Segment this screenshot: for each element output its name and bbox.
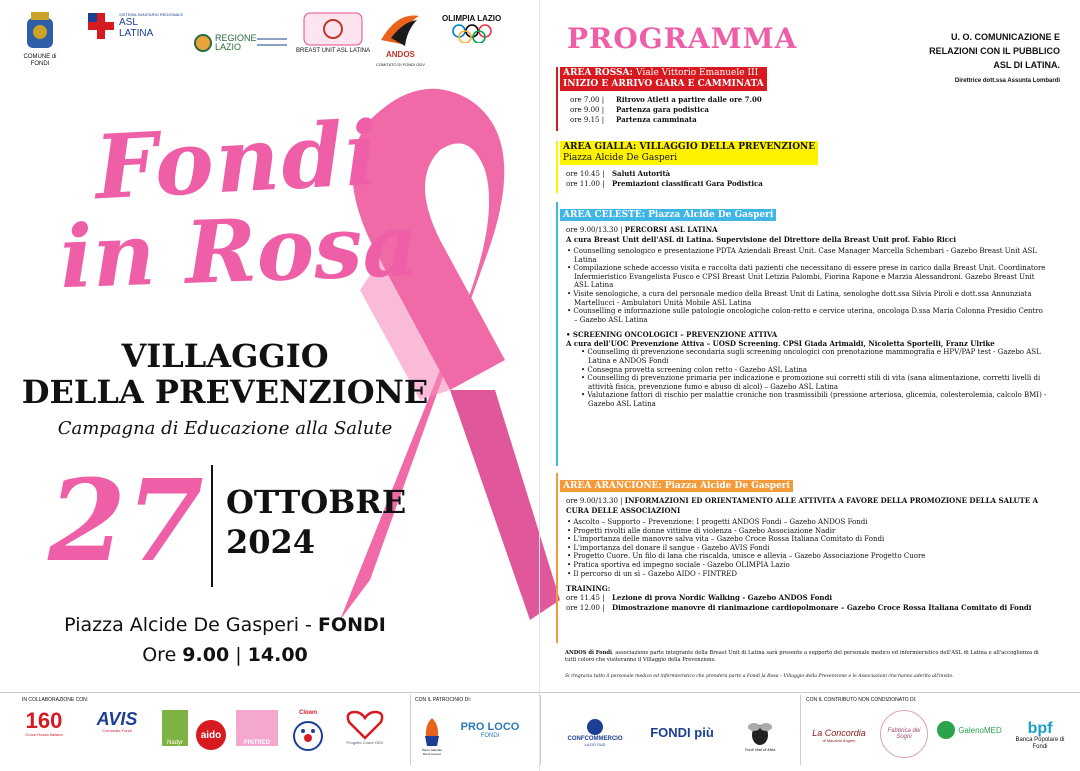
place-city: FONDI: [317, 614, 386, 636]
regione-lines-icon: [257, 35, 287, 51]
screening-head-line: • SCREENING ONCOLOGICI – PREVENZIONE ATTIVA: [566, 330, 778, 340]
concordia-logo: [804, 710, 874, 760]
parco-name: Parco Naturale Monti Aurunci: [421, 748, 442, 756]
date-month-year: [226, 482, 406, 562]
bird-icon: [377, 10, 423, 50]
celeste-list: [566, 247, 1048, 324]
footer-divider-2: [540, 695, 541, 765]
proloco-name: PRO LOCO: [460, 721, 520, 733]
schedule-time: ore 10.45 |: [566, 170, 605, 178]
campagna-subtitle: Campagna di Educazione alla Salute: [57, 418, 393, 439]
list-item: • Pratica sportiva ed impegno sociale - Gazebo OLIMPIA Lazio: [567, 560, 790, 569]
screening-cura: A cura dell'UOC Prevenzione Attiva – UOSD Screening. CPSI Giada Arimaldi, Nicoletta Sportelli, Franz Ulrike: [566, 339, 995, 349]
celeste-time: ore 9.00/13.30 |: [566, 226, 623, 234]
avis-name: AVIS: [96, 709, 138, 729]
list-item: • Counselling di prevenzione secondaria sugli screening oncologici con prenotazione mammografia e HPV/PAP test - Gazebo ASL Latina e ANDOS Fondi: [581, 348, 1041, 365]
hour-start: 9.00: [182, 644, 230, 666]
comune-logo: [20, 12, 60, 68]
date-divider: [211, 465, 213, 587]
asl-name: ASL LATINA: [119, 17, 154, 39]
fold-line: [539, 0, 540, 771]
area-rossa: [560, 67, 1048, 125]
schedule-time: ore 9.00 |: [570, 106, 605, 114]
bpf-sub: Banca Popolare di Fondi: [1015, 737, 1065, 750]
schedule-time: ore 9.15 |: [570, 116, 605, 124]
asl-small: SISTEMA SANITARIO REGIONALE: [119, 12, 184, 17]
list-item: • Compilazione schede accesso visita e raccolta dati pazienti che necessitano di essere prese in carico dalla Breast Unit. Coordinatore Infermieristico Evangelista Fusco e CPSI Breast Unit Letizia Palombi, Fiorina Rapone e Marzia Alessandroni. Gazebo Breast Unit ASL Latina: [567, 264, 1046, 290]
regione-logo: [194, 34, 287, 52]
training-head: TRAINING:: [566, 584, 611, 594]
list-item: • L'importanza delle manovre salva vita – Gazebo Croce Rossa Italiana Comitato di Fondi: [567, 535, 885, 544]
nadyr-logo: Nadyr: [162, 710, 188, 746]
arancione-list: [566, 518, 1048, 578]
arancione-head: INFORMAZIONI ED ORIENTAMENTO ALLE ATTIVITA A FAVORE DELLA PROMOZIONE DELLA SALUTE A CURA DELLE ASSOCIAZIONI: [566, 496, 1039, 515]
schedule-row: [570, 105, 1048, 115]
cri-logo: [18, 710, 70, 737]
ringrazia-note: Si ringrazia tutto il personale medico ed infermieristico che prenderà parte a Fondi la Rosa – Villaggio della Prevenzione e le Associazioni che hanno aderito all'invito.: [565, 674, 954, 679]
schedule-time: ore 12.00 |: [566, 604, 605, 613]
breast-unit-logo: [296, 12, 370, 55]
list-item: • Valutazione fattori di rischio per malattie croniche non trasmissibili (pressione arteriosa, glicemia, colesterolemia, calcolo BMI) - Gazebo ASL Latina: [581, 391, 1047, 408]
list-item: • L'importanza del donare il sangue - Gazebo AVIS Fondi: [567, 543, 770, 552]
schedule-desc: Dimostrazione manovre di rianimazione cardiopolmonare – Gazebo Croce Rossa Italiana Comitato di Fondi: [612, 603, 1032, 613]
proloco-sub: FONDI: [480, 733, 500, 739]
bpf-name: bpf: [1027, 720, 1053, 737]
concordia-name: La Concordia: [812, 727, 866, 738]
andos-note-text: , associazione parte integrante della Breast Unit di Latina sarà presente a supporto del personale medico ed infermieristico dell'ASL di Latina e all'accoglienza di tutti coloro che visiteranno il Villaggio della Prevenzione.: [565, 650, 1039, 663]
apicoltura-name: Fonti Viali di Mea: [744, 746, 776, 752]
gialla-header: [560, 141, 818, 165]
list-item: • Visite senologiche, a cura del personale medico della Breast Unit di Latina, senologhe dott.ssa Silvia Piroli e dott.ssa Annunziata Martellucci - Ambulatori Unità Mobile ASL Latina: [567, 289, 1032, 307]
schedule-time: ore 11.45 |: [566, 594, 605, 603]
regione-emblem-icon: [194, 34, 212, 52]
hours-prefix: Ore: [142, 644, 183, 666]
schedule-desc: Ritrovo Atleti a partire dalle ore 7.00: [616, 95, 762, 104]
arancione-time: ore 9.00/13.30 |: [566, 497, 623, 505]
list-item: • Counselling senologico e presentazione PDTA Aziendali Breast Unit. Case Manager Marcella Schembari - Gazebo Breast Unit ASL Latina: [567, 247, 1037, 264]
celeste-title: AREA CELESTE: Piazza Alcide De Gasperi: [560, 209, 776, 221]
arancione-bar: [556, 473, 558, 643]
list-item: • Consegna provetta screening colon retto - Gazebo ASL Latina: [581, 365, 808, 374]
cuore-logo: [342, 710, 388, 745]
gialla-bar: [556, 141, 558, 193]
hours-sep: |: [229, 644, 248, 666]
confcommercio-emblem-icon: [586, 718, 604, 736]
breast-unit-label: BREAST UNIT ASL LATINA: [296, 48, 371, 54]
direttrice: Direttrice dott.ssa Assunta Lombardi: [954, 78, 1060, 84]
galeno-logo: [934, 710, 1004, 750]
proloco-logo: [455, 710, 525, 750]
rossa-title: AREA ROSSA:: [563, 68, 633, 78]
regione-name: REGIONE LAZIO: [215, 33, 257, 52]
uo-line2: RELAZIONI CON IL PUBBLICO: [929, 46, 1060, 56]
arancione-title: AREA ARANCIONE: Piazza Alcide De Gasperi: [560, 480, 793, 492]
asl-logo: [88, 12, 183, 39]
heart-icon: [345, 710, 385, 740]
schedule-row: [570, 115, 1048, 125]
list-item: • Progetti rivolti alle donne vittime di violenza - Gazebo Associazione Nadir: [567, 526, 836, 535]
footer-divider-1: [410, 695, 411, 765]
schedule-row: [570, 95, 1048, 105]
title-in-rosa: in Rosa: [58, 194, 420, 309]
footer-rule: [0, 692, 1080, 693]
galeno-name: GalenoMED: [958, 725, 1002, 735]
rossa-place: Viale Vittorio Emanuele III: [636, 68, 759, 78]
andos-sub: COMITATO DI FONDI ODV: [376, 62, 425, 67]
coat-of-arms-icon: [21, 12, 59, 52]
avis-logo: [80, 710, 154, 733]
avis-sub: Comunale Fondi: [102, 728, 132, 733]
hours: [0, 644, 450, 666]
schedule-desc: Premiazioni classificati Gara Podistica: [612, 179, 763, 188]
gialla-place: Piazza Alcide De Gasperi: [563, 153, 678, 163]
aido-logo: aido: [196, 720, 226, 750]
uo-line1: U. O. COMUNICAZIONE E: [950, 32, 1060, 42]
olympic-rings-icon: [450, 23, 494, 43]
date-year: 2024: [226, 523, 316, 561]
celeste-head: PERCORSI ASL LATINA: [624, 225, 718, 234]
cri-sub: Croce Rossa Italiana: [25, 732, 63, 737]
list-item: • Counselling e informazione sulle patologie oncologiche colon-retto e cervice uterina, oncologa D.ssa Maria Colonna Presidio Centro – Gazebo ASL Latina: [567, 307, 1043, 324]
patrocinio-label: CON IL PATROCINIO DI:: [415, 697, 472, 703]
villaggio-line1: VILLAGGIO: [121, 337, 329, 375]
schedule-desc: Lezione di prova Nordic Walking - Gazebo ANDOS Fondi: [612, 593, 833, 603]
schedule-row: [566, 169, 1048, 179]
confcommercio-name: CONFCOMMERCIO: [567, 735, 623, 742]
schedule-time: ore 7.00 |: [570, 96, 605, 104]
fabbrica-logo: Fabbrica dei Sogni: [880, 710, 928, 758]
rossa-list: [570, 95, 1048, 125]
schedule-row: [566, 593, 1048, 603]
gialla-list: [566, 169, 1048, 189]
contributo-label: CON IL CONTRIBUTO NON CONDIZIONATO DI:: [806, 697, 917, 703]
celeste-cura: A cura Breast Unit dell'ASL di Latina. Supervisione del Direttore della Breast Unit prof. Fabio Ricci: [566, 235, 956, 244]
gialla-title: AREA GIALLA: VILLAGGIO DELLA PREVENZIONE: [563, 142, 816, 152]
celeste-time-line: [566, 225, 1048, 235]
cross-icon: [88, 13, 114, 39]
villaggio-line2: DELLA PREVENZIONE: [21, 373, 429, 411]
clown-face-icon: [293, 716, 323, 754]
confcommercio-sub: LAZIO SUD: [584, 741, 606, 747]
area-celeste: [560, 202, 1048, 409]
date-month: OTTOBRE: [226, 483, 407, 521]
place-prefix: Piazza Alcide De Gasperi -: [64, 614, 318, 636]
olimpia-name: OLIMPIA LAZIO: [442, 14, 502, 23]
concordia-sub: di Maurizio Angelo: [822, 737, 856, 743]
list-item: • Counselling di prevenzione primaria per indicazione e promozione sui corretti stili di vita (sana alimentazione, corretti livelli di attività fisica, prevenzione fumo e abuso di alcol) – Gazebo ASL Latina: [581, 374, 1041, 391]
list-item: • Il percorso di un sì – Gazebo AIDO - FINTRED: [567, 569, 737, 578]
clown-name: Clown: [299, 710, 317, 716]
uo-line3: ASL DI LATINA.: [993, 60, 1060, 70]
training-list: [566, 593, 1048, 613]
fondipiu-logo: FONDI più: [650, 724, 714, 740]
place: [0, 614, 450, 636]
apicoltura-logo: [732, 710, 788, 760]
schedule-row: [566, 603, 1048, 613]
programma-title: PROGRAMMA: [567, 22, 798, 55]
area-arancione: [560, 473, 1048, 613]
bpf-logo: [1010, 710, 1070, 762]
olimpia-logo: [442, 14, 501, 43]
screening-list: [566, 348, 1048, 408]
andos-note: [565, 650, 1050, 664]
galeno-icon: [936, 720, 956, 740]
cri-num: 160: [25, 708, 63, 733]
collab-label: IN COLLABORAZIONE CON:: [22, 697, 89, 703]
footer-divider-3: [800, 695, 801, 765]
screening-head: SCREENING ONCOLOGICI – PREVENZIONE ATTIVA: [572, 330, 778, 340]
date-day: 27: [48, 456, 204, 587]
andos-note-bold: ANDOS di Fondi: [565, 650, 612, 656]
bee-icon: [746, 719, 774, 747]
list-item: • Progetto Cuore. Un filo di lana che riscalda, unisce e allevia – Gazebo Associazione Progetto Cuore: [567, 552, 926, 561]
arancione-time-line: [566, 496, 1048, 516]
title-fondi: Fondi: [92, 100, 383, 220]
parco-emblem-icon: [421, 716, 443, 748]
schedule-desc: Partenza camminata: [616, 115, 697, 124]
list-item: • Ascolto – Supporto – Prevenzione: I progetti ANDOS Fondi – Gazebo ANDOS Fondi: [567, 518, 868, 526]
clown-logo: [288, 707, 328, 757]
confcommercio-logo: [558, 710, 632, 754]
schedule-time: ore 11.00 |: [566, 180, 605, 188]
area-gialla: [560, 141, 1048, 189]
fintred-logo: FINTRED: [236, 710, 278, 746]
cuore-name: Progetto Cuore ODV: [346, 740, 384, 745]
villaggio-heading: [0, 338, 450, 410]
schedule-desc: Partenza gara podistica: [616, 105, 709, 114]
breast-unit-emblem-icon: [303, 12, 363, 46]
hour-end: 14.00: [247, 644, 308, 666]
andos-name: ANDOS: [386, 50, 415, 59]
parco-logo: [418, 710, 446, 762]
comune-label: COMUNE di FONDI: [23, 54, 57, 67]
celeste-bar: [556, 202, 558, 466]
schedule-desc: Saluti Autorità: [612, 169, 671, 178]
rossa-header: [560, 67, 767, 91]
rossa-sub: INIZIO E ARRIVO GARA E CAMMINATA: [563, 79, 764, 89]
rossa-bar: [556, 67, 558, 131]
schedule-row: [566, 179, 1048, 189]
